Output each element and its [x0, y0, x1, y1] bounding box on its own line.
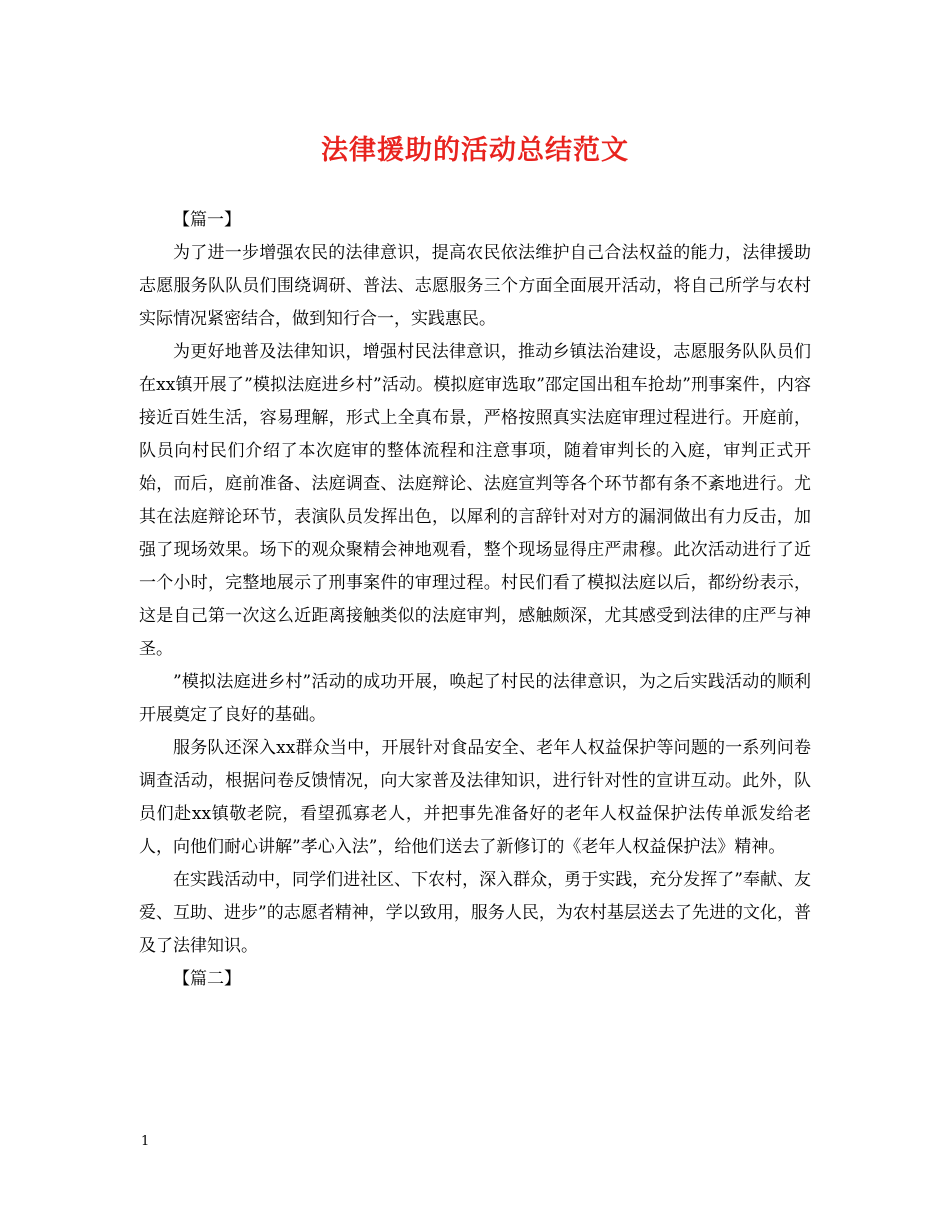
section-heading-2: 【篇二】 — [173, 969, 241, 989]
page-number: 1 — [141, 1134, 150, 1149]
paragraph: ”模拟法庭进乡村”活动的成功开展，唤起了村民的法律意识，为之后实践活动的顺利开展奠定了良好的基础。 — [139, 672, 811, 725]
section-heading-1: 【篇一】 — [173, 210, 241, 230]
document-body — [139, 204, 811, 996]
document-title: 法律援助的活动总结范文 — [321, 135, 629, 166]
paragraph: 为了进一步增强农民的法律意识，提高农民依法维护自己合法权益的能力，法律援助志愿服务队队员们围绕调研、普法、志愿服务三个方面全面展开活动，将自己所学与农村实际情况紧密结合，做到知行合一，实践惠民。 — [139, 243, 811, 329]
paragraph: 在实践活动中，同学们进社区、下农村，深入群众，勇于实践，充分发挥了”奉献、友爱、互助、进步”的志愿者精神，学以致用，服务人民，为农村基层送去了先进的文化，普及了法律知识。 — [139, 870, 811, 956]
paragraph: 为更好地普及法律知识，增强村民法律意识，推动乡镇法治建设，志愿服务队队员们在xx镇开展了”模拟法庭进乡村”活动。模拟庭审选取”邵定国出租车抢劫”刑事案件，内容接近百姓生活，容易理解，形式上全真布景，严格按照真实法庭审理过程进行。开庭前，队员向村民们介绍了本次庭审的整体流程和注意事项，随着审判长的入庭，审判正式开始，而后，庭前准备、法庭调查、法庭辩论、法庭宣判等各个环节都有条不紊地进行。尤其在法庭辩论环节，表演队员发挥出色，以犀利的言辞针对对方的漏洞做出有力反击，加强了现场效果。场下的观众聚精会神地观看，整个现场显得庄严肃穆。此次活动进行了近一个小时，完整地展示了刑事案件的审理过程。村民们看了模拟法庭以后，都纷纷表示，这是自己第一次这么近距离接触类似的法庭审判，感触颇深，尤其感受到法律的庄严与神圣。 — [139, 342, 811, 659]
paragraph: 服务队还深入xx群众当中，开展针对食品安全、老年人权益保护等问题的一系列问卷调查活动，根据问卷反馈情况，向大家普及法律知识，进行针对性的宣讲互动。此外，队员们赴xx镇敬老院，看望孤寡老人，并把事先准备好的老年人权益保护法传单派发给老人，向他们耐心讲解”孝心入法”，给他们送去了新修订的《老年人权益保护法》精神。 — [139, 738, 811, 857]
